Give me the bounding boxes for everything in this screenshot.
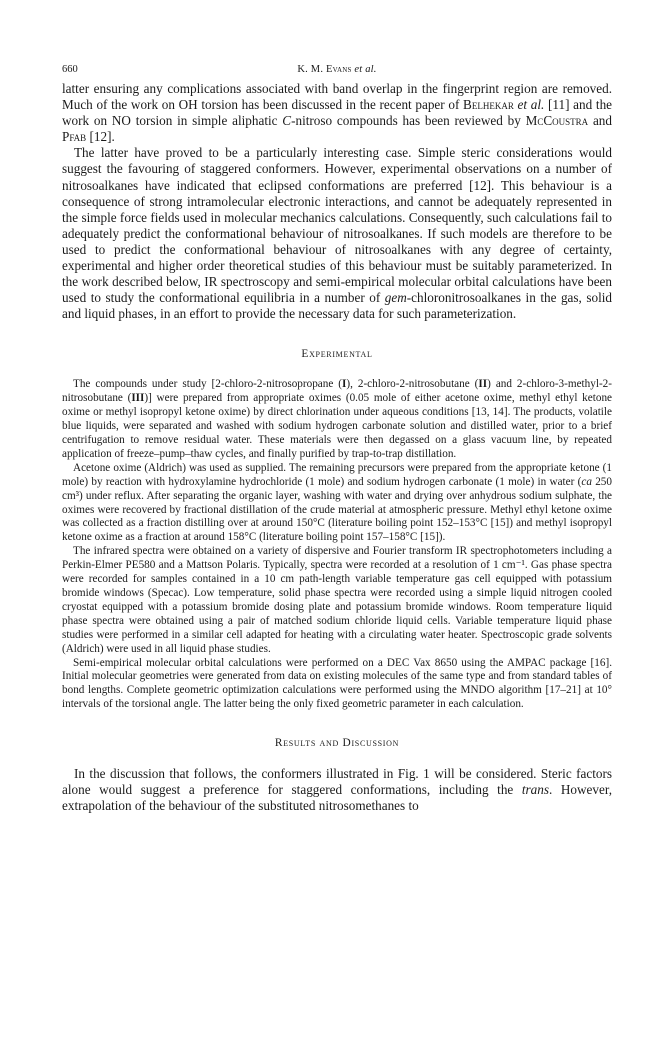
journal-page: [62, 62, 612, 814]
author-belhekar: Belhekar: [463, 97, 514, 113]
author-pfab: Pfab: [62, 129, 87, 145]
intro-paragraph-1: latter ensuring any complications associated with band overlap in the fingerprint region are removed. Much of the work on OH torsion has been discussed in the recent paper of Belhekar et al. [11] and the work on NO torsion in simple aliphatic C-nitroso compounds has been reviewed by McCoustra and Pfab [12].: [62, 81, 613, 145]
intro-paragraph-2: The latter have proved to be a particularly interesting case. Simple steric considerations would suggest the favouring of staggered conformers. However, experimental observations on a number of nitrosoalkanes have indicated that eclipsed conformations are preferred [12]. This behaviour is a consequence of strong intramolecular electronic interactions, and cannot be adequately represented in the simple force fields used in molecular mechanics calculations. Consequently, such calculations fail to adequately predict the conformational behaviour of nitrosoalkanes. If such models are therefore to be used to predict the conformational behaviour of nitrosoalkanes with any degree of certainty, experimental and higher order theoretical studies of this behaviour must be suitably parameterized. In the work described below, IR spectroscopy and semi-empirical molecular orbital calculations have been used to study the conformational equilibria in a number of gem-chloronitrosoalkanes in the gas, solid and liquid phases, in an effort to provide the necessary data for such parameterization.: [62, 145, 612, 322]
experimental-paragraph-3: The infrared spectra were obtained on a variety of dispersive and Fourier transform IR spectrophotometers including a Perkin-Elmer PE580 and a Mattson Polaris. Typically, spectra were recorded at a resolution of 1 cm⁻¹. Gas phase spectra were recorded for samples contained in a 10 cm path-length variable temperature gas cell equipped with potassium bromide windows (Specac). Low temperature, solid phase spectra were recorded using a simple liquid nitrogen cooled cryostat equipped with a potassium bromide dosing plate and potassium bromide windows. Room temperature liquid phase spectra were obtained using a pair of matched sodium chloride liquid cells. Variable temperature liquid phase studies were performed in a similar cell adapted for heating with a circulating water heater. Spectroscopic grade solvents (Aldrich) were used in all liquid phase studies.: [62, 545, 612, 655]
experimental-paragraph-4: Semi-empirical molecular orbital calculations were performed on a DEC Vax 8650 using the AMPAC package [16]. Initial molecular geometries were generated from data on existing molecules of the same type and from standard tables of bond lengths. Complete geometric optimization calculations were performed using the MNDO algorithm [17–21] at 10° intervals of the torsional angle. The latter being the only fixed geometric parameter in each calculation.: [62, 656, 612, 711]
results-paragraph-1: In the discussion that follows, the conformers illustrated in Fig. 1 will be considered. Steric factors alone would suggest a preference for staggered conformations, including the trans. However, extrapolation of the behaviour of the substituted nitrosomethanes to: [62, 766, 612, 814]
running-head: [62, 62, 612, 78]
experimental-heading: Experimental: [301, 348, 373, 361]
results-heading: Results and Discussion: [274, 737, 400, 750]
experimental-paragraph-1: The compounds under study [2-chloro-2-nitrosopropane (I), 2-chloro-2-nitrosobutane (II) and 2-chloro-3-methyl-2-nitrosobutane (III)] were prepared from appropriate oximes (0.05 mole of either acetone oxime, methyl ethyl ketone oxime or methyl isopropyl ketone oxime) by direct chlorination under aqueous conditions [13, 14]. The products, volatile blue liquids, were separated and washed with sodium hydrogen carbonate solution and distilled water, prior to a brief centrifugation to remove residual water. These materials were then degassed on a glass vacuum line, by repeated application of freeze–pump–thaw cycles, and finally purified by trap-to-trap distillation.: [62, 378, 613, 460]
page-number: 660: [62, 64, 78, 75]
running-title: K. M. Evans et al.: [297, 64, 377, 75]
author-mccoustra: McCoustra: [525, 113, 589, 129]
experimental-paragraph-2: Acetone oxime (Aldrich) was used as supplied. The remaining precursors were prepared from the appropriate ketone (1 mole) by reaction with hydroxylamine hydrochloride (1 mole) and sodium hydrogen carbonate (1 mole) in water (ca 250 cm³) under reflux. After separating the organic layer, washing with water and drying over anhydrous sodium sulphate, the oximes were recovered by fractional distillation of the crude material at atmospheric pressure. Methyl ethyl ketone oxime was collected as a fraction distilling over at around 150°C (literature boiling point 152–153°C [15]) and methyl isopropyl ketone oxime as a fraction at around 158°C (literature boiling point 157–158°C [15]).: [62, 461, 612, 544]
